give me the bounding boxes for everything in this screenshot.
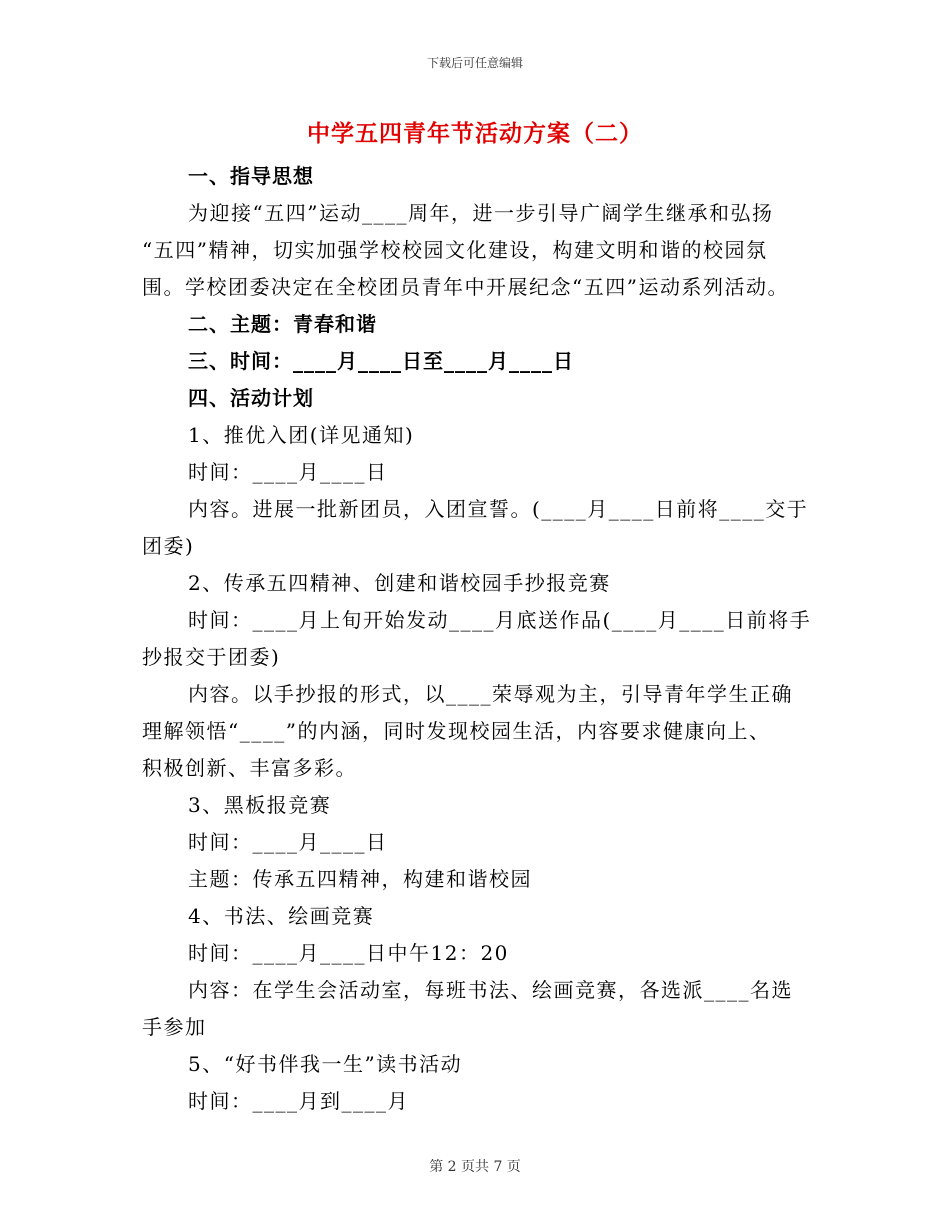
body-line: 内容。进展一批新团员，入团宣誓。(____月____日前将____交于	[188, 497, 809, 521]
body-line: 积极创新、丰富多彩。	[142, 756, 357, 780]
section-heading: 一、指导思想	[188, 164, 314, 188]
body-line: 时间：____月____日中午12：20	[188, 941, 509, 965]
body-line: 围。学校团委决定在全校团员青年中开展纪念“五四”运动系列活动。	[142, 275, 789, 299]
page-header-note: 下载后可任意编辑	[426, 56, 523, 70]
body-line: 时间：____月____日	[188, 460, 388, 484]
body-line: 理解领悟“____”的内涵，同时发现校园生活，内容要求健康向上、	[142, 719, 771, 743]
body-line: 主题：传承五四精神，构建和谐校园	[188, 867, 532, 891]
body-line: 抄报交于团委)	[142, 645, 281, 669]
document-title: 中学五四青年节活动方案（二）	[307, 120, 643, 147]
body-line: 3、黑板报竞赛	[188, 793, 332, 817]
body-line: 1、推优入团(详见通知)	[188, 423, 415, 447]
body-line: 团委)	[142, 534, 195, 558]
body-line: 内容。以手抄报的形式，以____荣辱观为主，引导青年学生正确	[188, 682, 793, 706]
body-line: 4、书法、绘画竞赛	[188, 904, 375, 928]
body-line: 内容：在学生会活动室，每班书法、绘画竞赛，各选派____名选	[188, 978, 793, 1002]
body-line: 时间：____月____日	[188, 830, 388, 854]
section-heading: 四、活动计划	[188, 386, 314, 410]
body-line: “五四”精神，切实加强学校校园文化建设，构建文明和谐的校园氛	[142, 238, 768, 262]
body-line: 手参加	[142, 1015, 207, 1039]
document-body	[142, 158, 812, 1120]
section-heading: 二、主题：青春和谐	[188, 312, 377, 336]
body-line: 时间：____月到____月	[188, 1089, 409, 1113]
page-footer-number: 第 2 页共 7 页	[429, 1159, 521, 1175]
section-heading: 三、时间：____月____日至____月____日	[188, 349, 574, 373]
body-line: 为迎接“五四”运动____周年，进一步引导广阔学生继承和弘扬	[188, 201, 774, 225]
body-line: 2、传承五四精神、创建和谐校园手抄报竞赛	[188, 571, 611, 595]
body-line: 5、“好书伴我一生”读书活动	[188, 1052, 463, 1076]
body-line: 时间：____月上旬开始发动____月底送作品(____月____日前将手	[188, 608, 812, 632]
